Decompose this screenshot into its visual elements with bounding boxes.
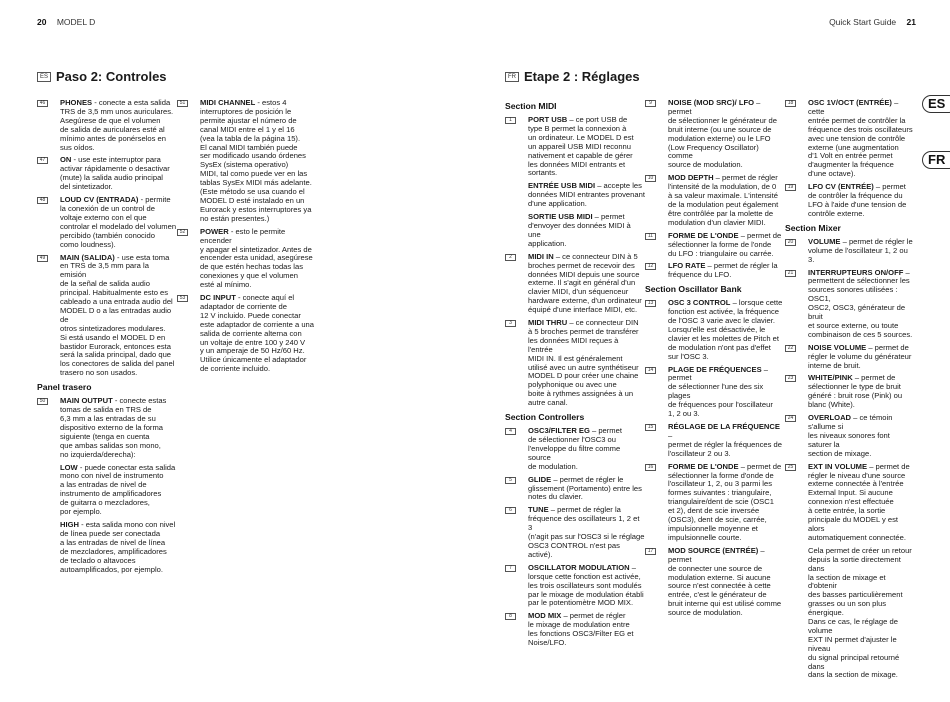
control-description	[528, 506, 645, 559]
control-name: OSC 3 CONTROL	[668, 298, 731, 308]
control-name: MIDI IN	[528, 251, 554, 261]
control-text: - conecte estas tomas de salida en TRS de 6,3 mm a las entradas de su dispositivo externo de la forma siguiente (tenga en cuenta que ambas salidas son mono, no izquierda/derecha):	[60, 396, 167, 459]
control-text: – permet de sélectionner la forme d'onde de l'oscillateur 1, 2, ou 3 parmi les formes suivantes : triangulaire, triangulaire/dent de scie (OSC1 et 2), dent de scie inversée (OSC3), dent de scie, carrée, impulsionnelle moyenne et impulsionnelle courte.	[668, 461, 782, 542]
sub-paragraph-text: – accepte les données MIDI entrantes provenant d'une application.	[528, 181, 645, 209]
control-name: OSCILLATOR MODULATION	[528, 562, 630, 572]
control-name: PHONES	[60, 98, 93, 107]
control-number-badge: 22	[785, 345, 796, 352]
control-number-badge: 48	[37, 197, 48, 204]
product-name: MODEL D	[56, 17, 96, 27]
control-entry	[785, 344, 913, 371]
control-text: – permet de régler le niveau d'une source externe connectée à l'entrée External Input. Si aucune connexion n'est effectuée à cette entrée, la sortie principale du MODEL y est alors automatiquement connectée.	[808, 461, 910, 542]
control-text: – ce connecteur DIN à 5 broches permet de recevoir des données MIDI depuis une source externe. Il s'agit en général d'un clavier MIDI, d'un séquenceur hardware externe, d'un ordinateur équipé d'une interface MIDI, etc.	[528, 251, 642, 315]
sub-paragraph	[528, 213, 645, 249]
control-text: - conecte a esta salida TRS de 3,5 mm unos auriculares. Asegúrese de que el volumen de salida de auriculares esté al mínimo antes de ponérselos en sus oídos.	[60, 98, 174, 152]
control-entry	[37, 397, 177, 459]
control-number-badge: 13	[645, 300, 656, 307]
control-name: MOD SOURCE (ENTRÉE)	[668, 545, 759, 555]
control-number-badge: 19	[785, 184, 796, 191]
control-description	[808, 99, 913, 179]
control-description	[668, 174, 785, 227]
es-column-1	[37, 99, 177, 578]
control-name: ON	[60, 155, 72, 165]
control-number-badge: 3	[505, 320, 516, 327]
control-description	[668, 463, 785, 543]
control-entry	[505, 319, 645, 408]
sub-paragraph	[60, 521, 177, 574]
control-entry	[505, 476, 645, 503]
control-entry	[37, 254, 177, 379]
lang-tab-es[interactable]: ES	[922, 95, 950, 113]
control-entry	[785, 269, 913, 340]
control-description	[808, 269, 913, 340]
control-text: – permet de sélectionner le générateur de bruit interne (ou une source de modulation externe) ou le LFO (Low Frequency Oscillator) comme source de modulation.	[668, 98, 777, 170]
control-number-badge: 9	[645, 100, 656, 107]
control-text: – permet de contrôler la fréquence du LFO à l'aide d'une tension de contrôle externe.	[808, 182, 907, 218]
control-entry	[505, 253, 645, 315]
control-number-badge: 2	[505, 254, 516, 261]
control-description	[668, 547, 785, 618]
control-number-badge: 7	[505, 565, 516, 572]
control-description	[808, 344, 913, 371]
control-name: WHITE/PINK	[808, 373, 853, 383]
control-description	[60, 254, 177, 379]
heading-title-fr: Etape 2 : Réglages	[524, 69, 640, 84]
control-entry	[645, 99, 785, 170]
control-name: GLIDE	[528, 474, 552, 484]
control-entry	[785, 414, 913, 459]
control-entry	[785, 183, 913, 219]
control-number-badge: 21	[785, 270, 796, 277]
control-number-badge: 10	[645, 175, 656, 182]
sub-paragraph-text: – permet d'envoyer des données MIDI à une application.	[528, 212, 631, 248]
control-description	[528, 116, 645, 178]
control-name: EXT IN VOLUME	[808, 461, 868, 471]
sub-paragraph	[528, 182, 645, 209]
control-name: INTERRUPTEURS ON/OFF	[808, 267, 904, 277]
fr-column-2	[645, 99, 785, 622]
control-number-badge: 51	[177, 100, 188, 107]
page-header-left	[37, 17, 95, 27]
control-name: OVERLOAD	[808, 413, 852, 423]
control-number-badge: 49	[37, 255, 48, 262]
guide-title: Quick Start Guide	[829, 17, 897, 27]
sub-paragraph-title: SORTIE USB MIDI	[528, 212, 593, 222]
control-entry	[505, 506, 645, 559]
control-description	[808, 414, 913, 459]
control-text: – lorsque cette fonction est activée, la fréquence de l'OSC 3 varie avec le clavier. Lorsqu'elle est désactivée, le clavier et les molettes de Pitch et de modulation n'ont pas d'effet sur l'OSC 3.	[668, 298, 783, 361]
control-description	[200, 228, 317, 290]
control-description	[200, 99, 317, 224]
flag-es: ES	[37, 72, 51, 82]
control-name: MOD MIX	[528, 611, 562, 621]
control-name: OSC 1V/OCT (ENTRÉE)	[808, 98, 892, 107]
control-text: – permet de régler la fréquences de l'oscillateur 2 ou 3.	[668, 430, 782, 458]
control-text: - conecte aquí el adaptador de corriente de 12 V incluido. Puede conectar este adaptador de corriente a una salida de corriente alterna con un voltaje de entre 100 y 240 V y un amperaje de 50 Hz/60 Hz. Utilice únicamente el adaptador de corriente incluido.	[200, 293, 314, 374]
control-text: – permet de régler le volume de l'oscillateur 1, 2 ou 3.	[808, 236, 913, 264]
control-text: – ce port USB de type B permet la connexion à un ordinateur. Le MODEL D est un appareil USB MIDI reconnu nativement et capable de gérer les données MIDI entrants et sortants.	[528, 115, 634, 178]
control-name: NOISE VOLUME	[808, 342, 867, 352]
control-description	[668, 262, 785, 280]
control-name: FORME DE L'ONDE	[668, 461, 739, 471]
control-description	[528, 253, 645, 315]
control-entry	[785, 463, 913, 543]
control-number-badge: 8	[505, 613, 516, 620]
control-entry	[505, 427, 645, 472]
control-text: – permet de sélectionner la forme de l'onde du LFO : triangulaire ou carrée.	[668, 230, 782, 258]
fr-column-3	[785, 99, 913, 684]
control-number-badge: 5	[505, 477, 516, 484]
control-number-badge: 24	[785, 415, 796, 422]
control-text: – permet de régler la fréquence des oscillateurs 1, 2 et 3 (n'agit pas sur l'OSC3 si le réglage OSC3 CONTROL n'est pas activé).	[528, 505, 645, 559]
control-entry	[505, 116, 645, 178]
control-entry	[505, 612, 645, 648]
control-description	[200, 294, 317, 374]
control-text: – permet de régler le mixage de modulation entre les fonctions OSC3/Filter EG et Noise/LFO.	[528, 611, 634, 648]
control-name: POWER	[200, 226, 229, 236]
control-name: MAIN OUTPUT	[60, 396, 113, 406]
control-entry	[645, 299, 785, 361]
control-description	[528, 427, 645, 472]
control-name: MAIN (SALIDA)	[60, 252, 115, 262]
control-name: LFO CV (ENTRÉE)	[808, 182, 874, 192]
control-number-badge: 4	[505, 428, 516, 435]
sub-paragraph	[60, 464, 177, 517]
control-name: PLAGE DE FRÉQUENCES	[668, 364, 762, 374]
control-text: - estos 4 interruptores de posición le permite ajustar el número de canal MIDI entre el 1 y el 16 (vea la tabla de la página 15). El canal MIDI también puede ser modificado usando órdenes SysEx (sistema operativo) MIDI, tal como puede ver en las tablas SysEx MIDI más adelante. (Este método se usa cuando el MODEL D esté instalado en un Eurorack y estos interruptores ya no están presentes.)	[200, 98, 312, 223]
page-header-right	[829, 17, 916, 27]
section-heading-es	[37, 69, 167, 84]
control-entry	[177, 99, 317, 224]
control-text: – permet de régler la fréquence du LFO.	[668, 261, 778, 280]
control-description	[528, 612, 645, 648]
control-text: – lorsque cette fonction est activée, les trois oscillateurs sont modulés par le mixage de modulation établi par le potentiomètre MOD MIX.	[528, 562, 644, 608]
control-entry	[785, 99, 913, 179]
control-number-badge: 11	[645, 233, 656, 240]
control-entry	[645, 463, 785, 543]
control-text: – ce témoin s'allume si les niveaux sonores font saturer la section de mixage.	[808, 413, 893, 458]
control-entry	[785, 374, 913, 410]
sub-paragraph-title: ENTRÉE USB MIDI	[528, 181, 596, 191]
control-entry	[645, 423, 785, 459]
control-name: NOISE (MOD SRC)/ LFO	[668, 98, 755, 107]
control-number-badge: 16	[645, 464, 656, 471]
control-number-badge: 23	[785, 375, 796, 382]
control-text: – cette entrée permet de contrôler la fréquence des trois oscillateurs avec une tension de contrôle externe (une augmentation d'1 Volt en entrée permet d'augmenter la fréquence d'une octave).	[808, 98, 913, 179]
page-number-left: 20	[37, 17, 47, 27]
section-title: Section Controllers	[505, 412, 585, 423]
section-heading-fr	[505, 69, 640, 84]
control-text: – ce connecteur DIN à 5 broches permet de transférer les données MIDI reçues à l'entrée MIDI IN. Il est généralement utilisé avec un autre synthétiseur MODEL D pour créer une chaine polyphonique ou avec une boite à rythmes assignées à un autre canal.	[528, 318, 639, 408]
control-entry	[505, 564, 645, 609]
control-text: – permettent de sélectionner les sources sonores utilisées : OSC1, OSC2, OSC3, générateur de bruit et source externe, ou toute combinaison de ces 5 sources.	[808, 267, 913, 339]
control-number-badge: 47	[37, 157, 48, 164]
page-number-right: 21	[906, 17, 916, 27]
control-number-badge: 52	[177, 229, 188, 236]
sub-paragraph-text: - puede conectar esta salida mono con nivel de instrumento a las entradas de nivel de instrumento de amplificadores de guitarra o mezcladores, por ejemplo.	[60, 462, 176, 517]
flag-fr: FR	[505, 72, 519, 82]
control-description	[60, 99, 177, 152]
control-number-badge: 1	[505, 117, 516, 124]
control-entry	[37, 99, 177, 152]
control-entry	[645, 262, 785, 280]
lang-tab-fr[interactable]: FR	[922, 151, 950, 169]
control-description	[668, 366, 785, 419]
control-name: DC INPUT	[200, 293, 236, 303]
control-name: VOLUME	[808, 236, 841, 246]
control-number-badge: 17	[645, 548, 656, 555]
control-number-badge: 6	[505, 507, 516, 514]
section-title: Section Mixer	[785, 222, 841, 233]
control-name: OSC3/FILTER EG	[528, 426, 590, 436]
control-entry	[37, 196, 177, 249]
control-description	[60, 196, 177, 249]
control-description	[528, 564, 645, 609]
control-text: - esto le permite encender y apagar el sintetizador. Antes de encender esta unidad, asegúrese de que estén hechas todas las conexiones y que el volumen esté al mínimo.	[200, 226, 313, 290]
control-description	[808, 238, 913, 265]
control-entry	[645, 174, 785, 227]
control-description	[668, 423, 785, 459]
control-name: PORT USB	[528, 115, 568, 124]
control-description	[668, 232, 785, 259]
sub-paragraph-text: - esta salida mono con nivel de línea puede ser conectada a las entradas de nivel de línea de mezcladores, amplificadores de teclado o altavoces autoamplificados, por ejemplo.	[60, 519, 176, 574]
control-text: - use este interruptor para activar rápidamente o desactivar (mute) la salida audio principal del sintetizador.	[60, 155, 170, 192]
control-number-badge: 50	[37, 398, 48, 405]
control-text: – permet de régler le volume du générateur interne de bruit.	[808, 342, 912, 370]
section-title: Section Oscillator Bank	[645, 284, 742, 295]
control-description	[528, 319, 645, 408]
heading-title-es: Paso 2: Controles	[56, 69, 167, 84]
control-description	[668, 299, 785, 361]
sub-paragraph-title: LOW	[60, 462, 78, 472]
control-name: TUNE	[528, 505, 549, 515]
control-text: - use esta toma en TRS de 3,5 mm para la emisión de la señal de salida audio principal. Habitualmente esto es cableado a una entrada audio del MODEL D o a las entradas audio de otros sintetizadores modulares. Si está usando el MODEL D en bastidor Eurorack, entonces esta será la salida principal, dado que los conectores de salida del panel trasero no son usados.	[60, 252, 175, 378]
control-name: FORME DE L'ONDE	[668, 230, 739, 240]
es-column-2	[177, 99, 317, 378]
control-description	[808, 463, 913, 543]
control-name: LOUD CV (ENTRADA)	[60, 195, 139, 205]
control-entry	[37, 156, 177, 192]
control-text: – permet de sélectionner l'OSC3 ou l'enveloppe du filtre comme source de modulation.	[528, 426, 622, 471]
control-entry	[645, 547, 785, 618]
control-entry	[645, 366, 785, 419]
control-number-badge: 14	[645, 367, 656, 374]
control-entry	[785, 238, 913, 265]
fr-column-1	[505, 99, 645, 652]
control-text: – permet de connecter une source de modulation externe. Si aucune source n'est connectée à cette entrée, c'est le générateur de bruit interne qui est utilisé comme source de modulation.	[668, 545, 782, 618]
control-text: – permet de sélectionner le type de bruit généré : bruit rose (Pink) ou blanc (White).	[808, 373, 903, 410]
control-entry	[177, 294, 317, 374]
control-number-badge: 18	[785, 100, 796, 107]
control-description	[808, 374, 913, 410]
control-name: RÉGLAGE DE LA FRÉQUENCE	[668, 422, 780, 431]
control-entry	[645, 232, 785, 259]
control-text: – permet de régler l'intensité de la modulation, de 0 à sa valeur maximale. L'intensité de la modulation peut également être contrôlée par la molette de modulation d'un clavier MIDI.	[668, 173, 779, 227]
control-text: - permite la conexión de un control de voltaje externo con el que controlar el modelado del volumen percibido (también conocido como loudness).	[60, 195, 177, 249]
sub-paragraph-title: HIGH	[60, 519, 79, 529]
control-number-badge: 25	[785, 464, 796, 471]
section-title: Panel trasero	[37, 382, 92, 393]
control-text: – permet de sélectionner l'une des six plages de fréquences pour l'oscillateur 1, 2 ou 3.	[668, 364, 773, 419]
section-title: Section MIDI	[505, 101, 557, 111]
control-description	[668, 99, 785, 170]
control-name: LFO RATE	[668, 261, 706, 271]
control-description	[60, 156, 177, 192]
control-description	[60, 397, 177, 459]
control-description	[808, 183, 913, 219]
control-number-badge: 12	[645, 263, 656, 270]
control-name: MIDI CHANNEL	[200, 98, 256, 107]
control-name: MIDI THRU	[528, 318, 568, 328]
control-number-badge: 46	[37, 100, 48, 107]
control-number-badge: 15	[645, 424, 656, 431]
control-description	[528, 476, 645, 503]
control-text: – permet de régler le glissement (Portamento) entre les notes du clavier.	[528, 474, 642, 502]
control-name: MOD DEPTH	[668, 173, 714, 183]
control-number-badge: 20	[785, 239, 796, 246]
control-number-badge: 53	[177, 295, 188, 302]
paragraph: Cela permet de créer un retour depuis la sortie directement dans la section de mixage et d'obtenir des basses particulièrement grasses ou un son plus énergique. Dans ce cas, le réglage de volume EXT IN permet d'ajuster le niveau du signal principal retourné dans dans la section de mixage.	[808, 545, 912, 680]
control-entry	[177, 228, 317, 290]
